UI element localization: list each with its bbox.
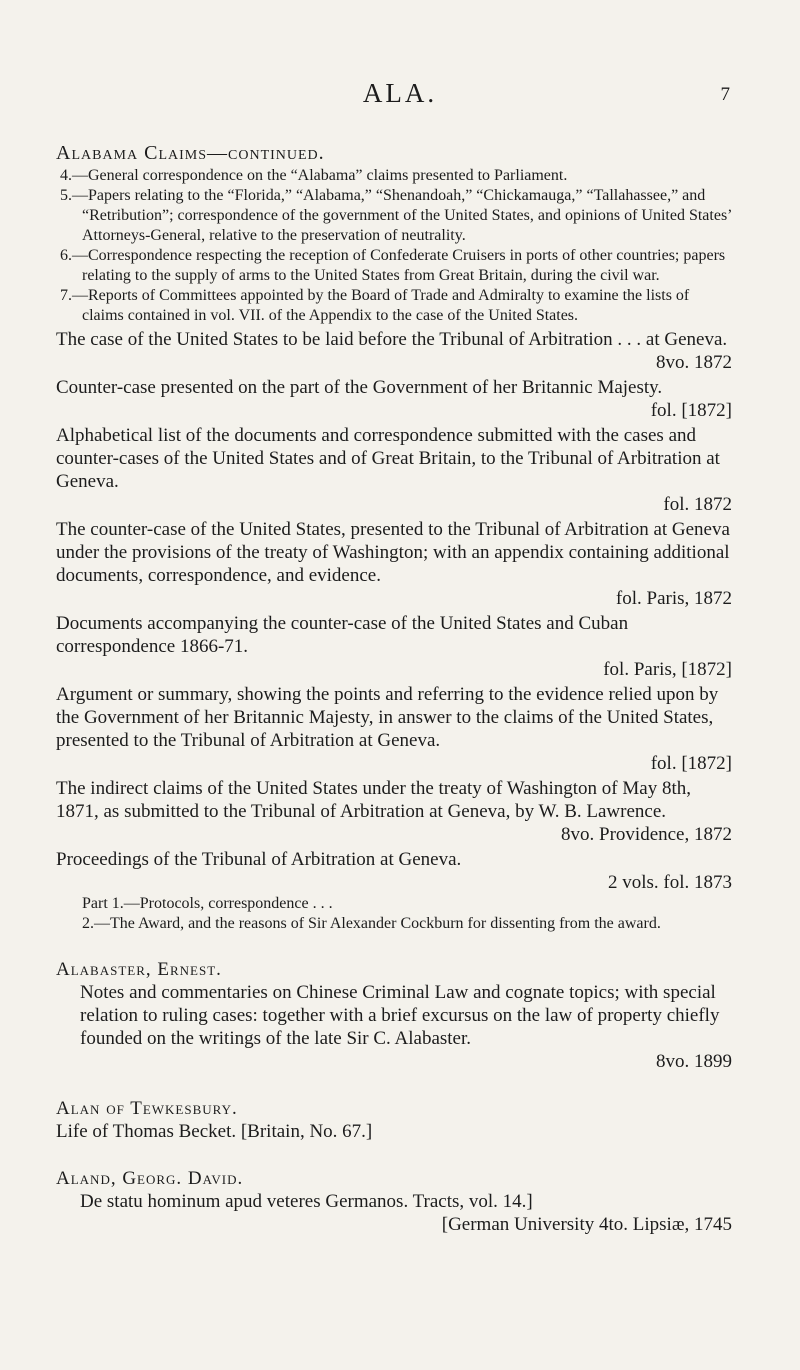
alabama-heading: Alabama Claims—continued. — [56, 142, 325, 164]
entry-text: Life of Thomas Becket. [Britain, No. 67.] — [56, 1121, 373, 1142]
entry-imprint: fol. [1872] — [650, 753, 732, 774]
entry-imprint: fol. Paris, 1872 — [615, 588, 732, 609]
catalogue-entry — [56, 683, 732, 775]
alabama-item: 5.—Papers relating to the “Florida,” “Alabama,” “Shenandoah,” “Chickamauga,” “Tallahassee,” and “Retribution”; correspondence of the government of the United States, and opinions of United States’ Attorneys-General, relative to the preservation of neutrality. — [60, 187, 732, 244]
entry-text: Proceedings of the Tribunal of Arbitration at Geneva. — [56, 849, 462, 870]
part-note: Part 1.—Protocols, correspondence . . . — [82, 895, 333, 912]
entry-text: The counter-case of the United States, presented to the Tribunal of Arbitration at Geneva under the provisions of the treaty of Washington; with an appendix containing additional documents, correspondence, and evidence. — [56, 519, 730, 586]
catalogue-entry — [56, 518, 732, 610]
entry-imprint: 8vo. 1872 — [656, 352, 732, 373]
entry-imprint: 8vo. Providence, 1872 — [561, 824, 732, 845]
catalogue-entry — [56, 424, 732, 516]
entry-imprint: fol. [1872] — [650, 400, 732, 421]
page-header — [0, 78, 800, 118]
entry-imprint: 8vo. 1899 — [656, 1051, 732, 1072]
catalogue-entry — [56, 612, 732, 681]
page-number: 7 — [720, 84, 730, 105]
catalogue-entry — [56, 848, 732, 894]
entry-imprint: [German University 4to. Lipsiæ, 1745 — [441, 1214, 732, 1235]
entry-text: Argument or summary, showing the points and referring to the evidence relied upon by the Government of her Britannic Majesty, in answer to the claims of the United States, presented to the Tribunal of Arbitration at Geneva. — [56, 684, 719, 751]
entry-text: Documents accompanying the counter-case of the United States and Cuban correspondence 1866-71. — [56, 613, 629, 657]
part-note: 2.—The Award, and the reasons of Sir Alexander Cockburn for dissenting from the award. — [82, 915, 661, 932]
entry-imprint: 2 vols. fol. 1873 — [607, 872, 732, 893]
entry-text: Counter-case presented on the part of the Government of her Britannic Majesty. — [56, 377, 663, 398]
author-heading: Alan of Tewkesbury. — [56, 1098, 238, 1119]
catalogue-content — [56, 142, 732, 1236]
page-title: ALA. — [362, 78, 438, 108]
catalogue-entry — [56, 328, 732, 374]
catalogue-entry — [56, 777, 732, 846]
catalogue-entry — [56, 1097, 732, 1143]
entry-text: De statu hominum apud veteres Germanos. Tracts, vol. 14.] — [80, 1191, 533, 1212]
entry-imprint: fol. Paris, [1872] — [603, 659, 732, 680]
catalogue-entry — [56, 1167, 732, 1236]
alabama-item: 6.—Correspondence respecting the reception of Confederate Cruisers in ports of other countries; papers relating to the supply of arms to the United States from Great Britain, during the civil war. — [60, 247, 726, 284]
entry-text: The indirect claims of the United States under the treaty of Washington of May 8th, 1871, as submitted to the Tribunal of Arbitration at Geneva, by W. B. Lawrence. — [56, 778, 691, 822]
alabama-item: 7.—Reports of Committees appointed by the Board of Trade and Admiralty to examine the lists of claims contained in vol. VII. of the Appendix to the case of the United States. — [60, 287, 690, 324]
entry-text: The case of the United States to be laid before the Tribunal of Arbitration . . . at Geneva. — [56, 329, 728, 350]
catalogue-entry — [56, 376, 732, 422]
author-heading: Alabaster, Ernest. — [56, 959, 222, 980]
alabama-item: 4.—General correspondence on the “Alabama” claims presented to Parliament. — [60, 167, 568, 184]
entry-text: Notes and commentaries on Chinese Criminal Law and cognate topics; with special relation to ruling cases: together with a brief excursus on the law of property chiefly founded on the writings of the late Sir C. Alabaster. — [80, 982, 720, 1049]
author-heading: Aland, Georg. David. — [56, 1168, 244, 1189]
entry-text: Alphabetical list of the documents and correspondence submitted with the cases and counter-cases of the United States and of Great Britain, to the Tribunal of Arbitration at Geneva. — [56, 425, 720, 492]
entry-imprint: fol. 1872 — [663, 494, 732, 515]
catalogue-entry — [56, 958, 732, 1073]
